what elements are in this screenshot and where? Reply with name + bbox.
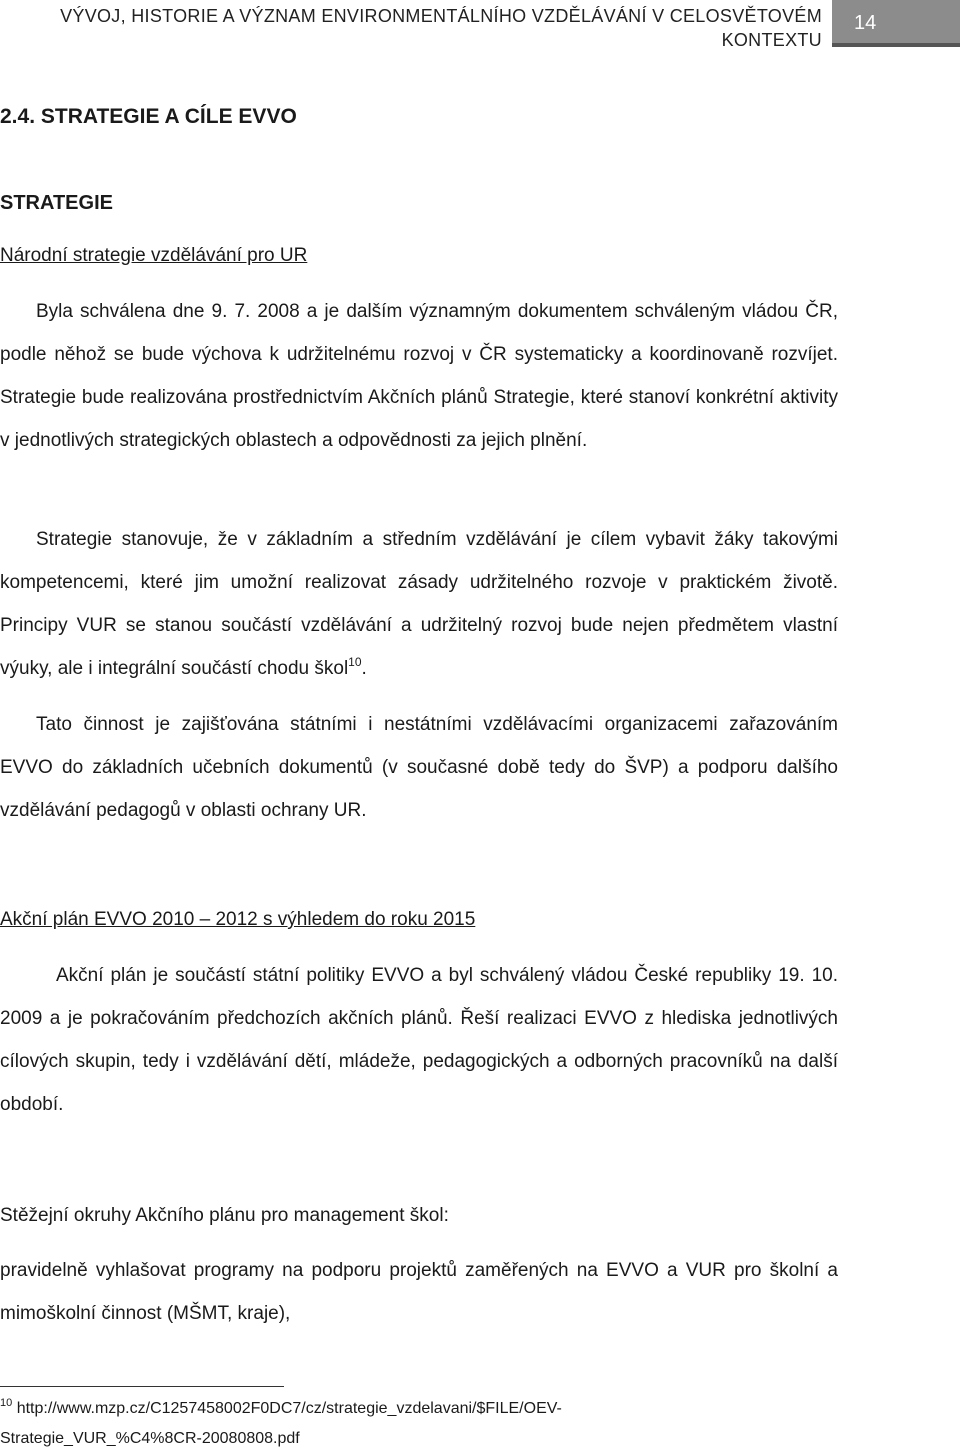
footnote (0, 1394, 700, 1454)
paragraph-strategy-goals-text: Strategie stanovuje, že v základním a středním vzdělávání je cílem vybavit žáky takovými kompetencemi, které jim umožní realizovat zásady udržitelného rozvoje v praktickém životě. Principy VUR se stanou součástí vzdělávání a udržitelný rozvoj bude nejen předmětem vlastní výuky, ale i integrální součástí chodu škol (0, 529, 838, 679)
paragraph-strategy-goals (0, 518, 838, 690)
paragraph-approval (0, 290, 838, 462)
page-number-badge: 14 (832, 0, 960, 47)
paragraph-implementation-text: Tato činnost je zajišťována státními i nestátními vzdělávacími organizacemi zařazováním EVVO do základních učebních dokumentů (v současné době tedy do ŠVP) a podporu dalšího vzdělávání pedagogů v oblasti ochrany UR. (0, 714, 838, 821)
page-header (0, 0, 960, 56)
footnote-ref: 10 (348, 655, 362, 669)
key-areas-title: Stěžejní okruhy Akčního plánu pro management škol: (0, 1205, 449, 1226)
national-strategy-title: Národní strategie vzdělávání pro UR (0, 245, 308, 266)
sub-heading-strategy: STRATEGIE (0, 192, 113, 214)
action-plan-title: Akční plán EVVO 2010 – 2012 s výhledem do roku 2015 (0, 909, 476, 930)
section-heading: 2.4. STRATEGIE A CÍLE EVVO (0, 105, 297, 128)
footnote-url: http://www.mzp.cz/C1257458002F0DC7/cz/strategie_vzdelavani/$FILE/OEV-Strategie_VUR_%C4%8CR-20080808.pdf (0, 1400, 562, 1447)
footnote-divider (0, 1386, 284, 1387)
paragraph-action-plan-text: Akční plán je součástí státní politiky EVVO a byl schválený vládou České republiky 19. 10. 2009 a je pokračováním předchozích akčních plánů. Řeší realizaci EVVO z hlediska jednotlivých cílových skupin, tedy i vzdělávání dětí, mládeže, pedagogických a odborných pracovníků na další období. (0, 965, 838, 1115)
sentence-end: . (361, 658, 367, 679)
running-header-title: VÝVOJ, HISTORIE A VÝZNAM ENVIRONMENTÁLNÍHO VZDĚLÁVÁNÍ V CELOSVĚTOVÉM KONTEXTU (60, 6, 822, 50)
paragraph-action-plan (0, 954, 838, 1126)
footnote-number: 10 (0, 1397, 13, 1409)
paragraph-approval-text: Byla schválena dne 9. 7. 2008 a je dalším významným dokumentem schváleným vládou ČR, podle něhož se bude výchova k udržitelnému rozvoj v ČR systematicky a koordinovaně rozvíjet. Strategie bude realizována prostřednictvím Akčních plánů Strategie, které stanoví konkrétní aktivity v jednotlivých strategických oblastech a odpovědnosti za jejich plnění. (0, 301, 838, 451)
paragraph-implementation (0, 703, 838, 832)
key-area-item-1: pravidelně vyhlašovat programy na podporu projektů zaměřených na EVVO a VUR pro školní a mimoškolní činnost (MŠMT, kraje), (0, 1260, 838, 1324)
